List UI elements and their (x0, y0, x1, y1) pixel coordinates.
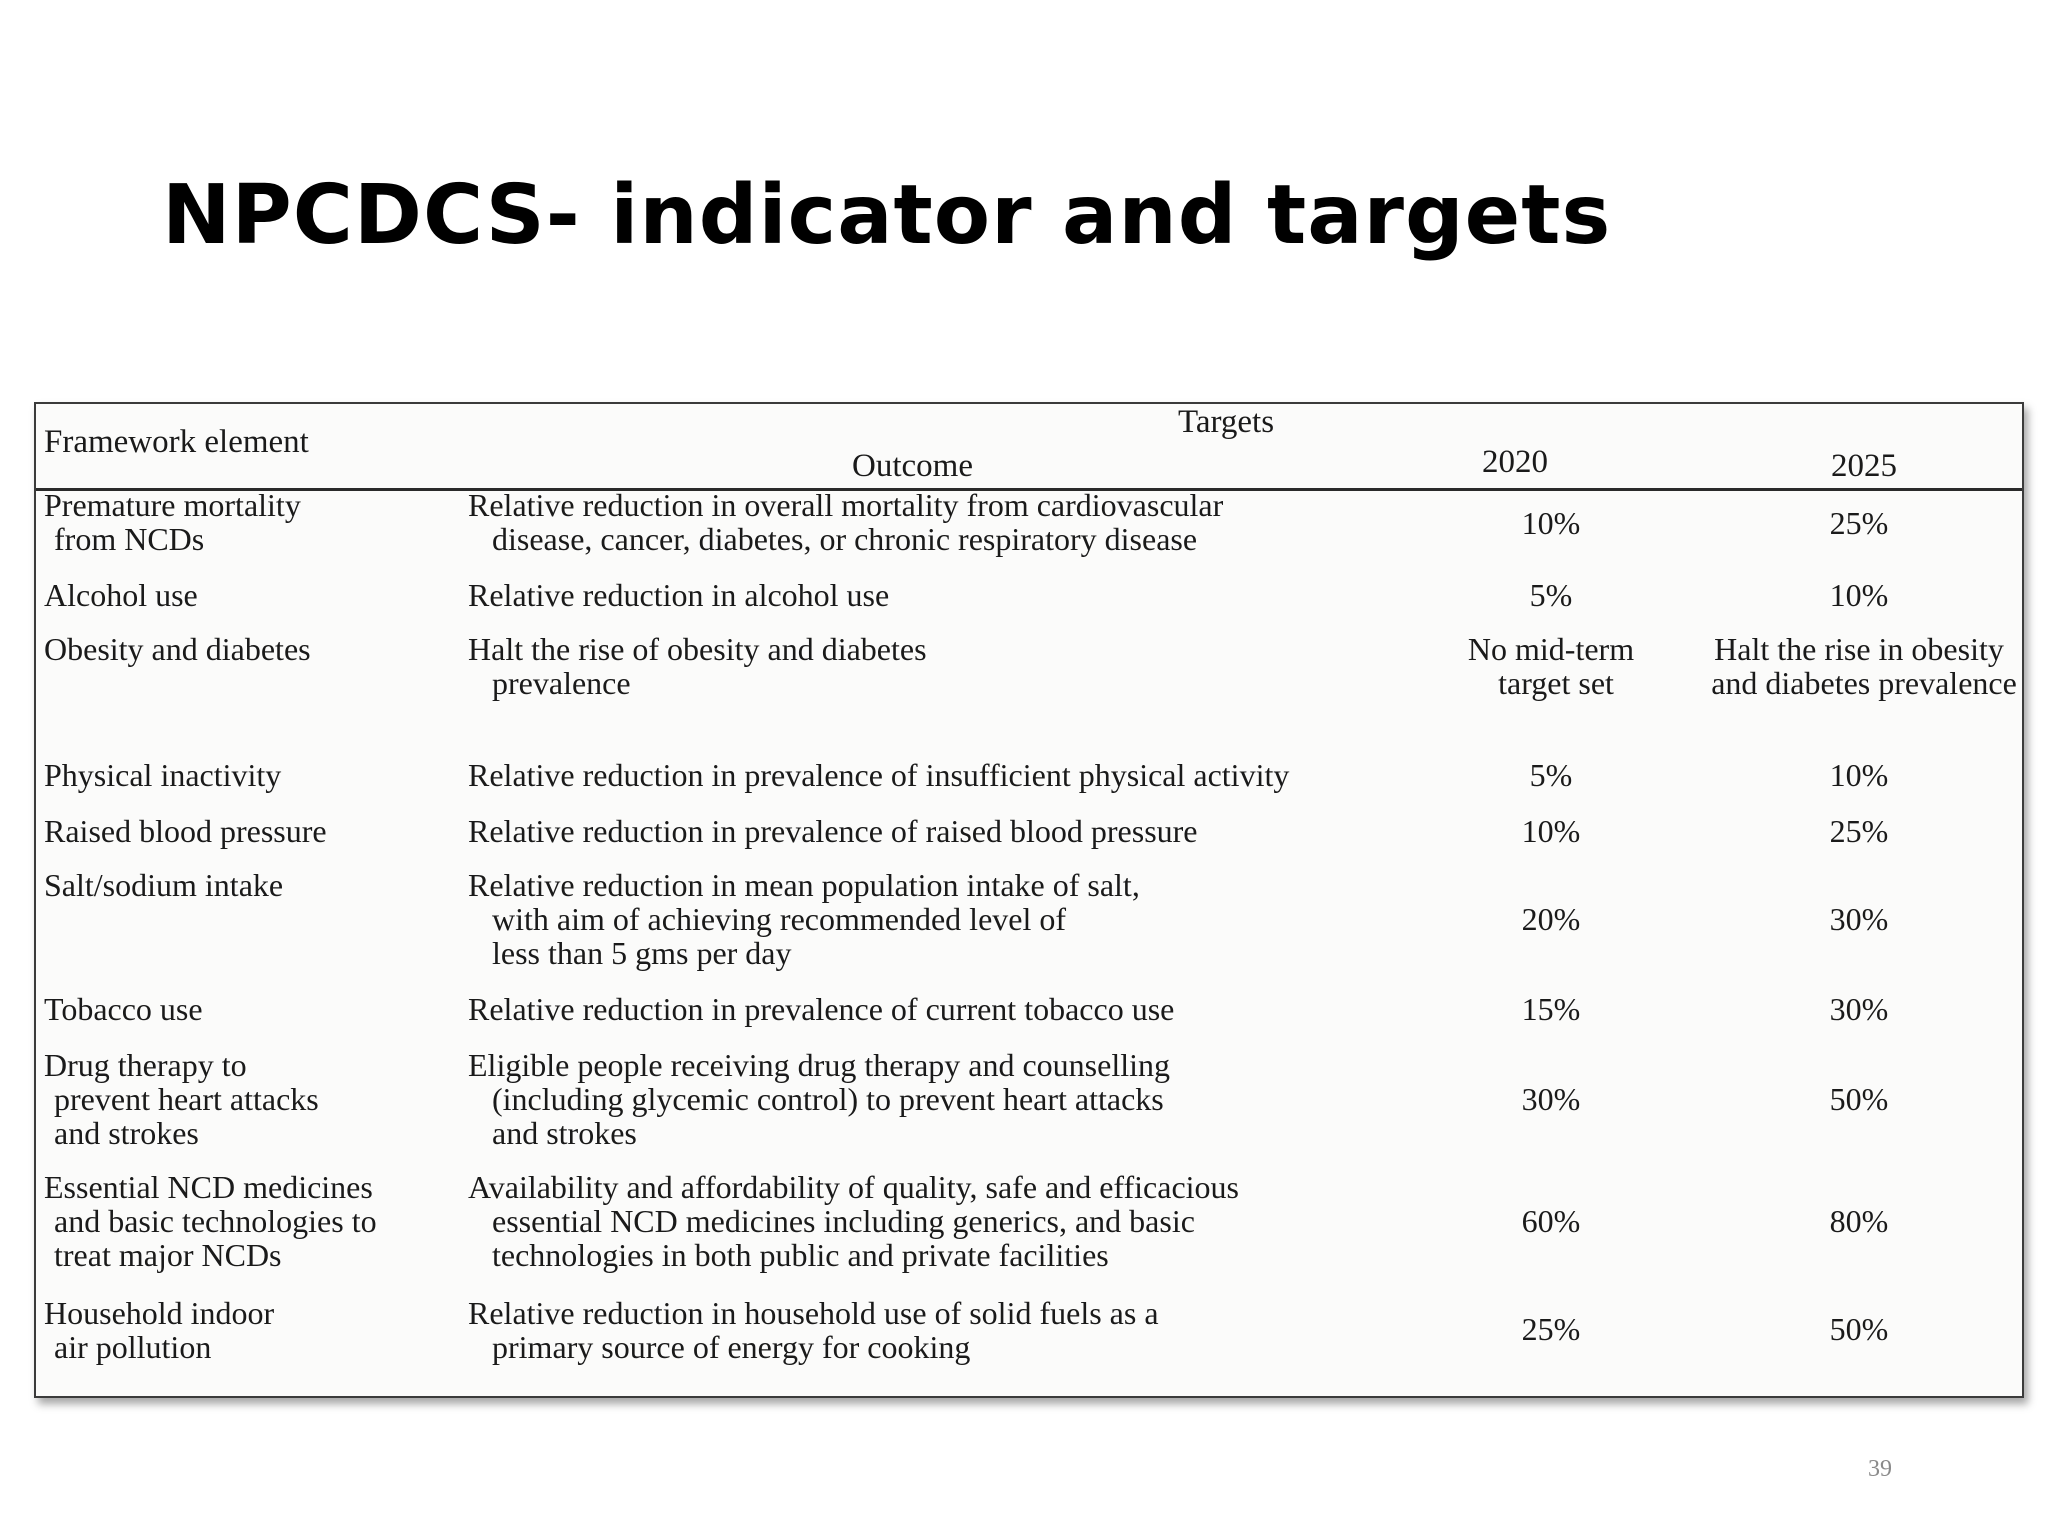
slide-title: NPCDCS- indicator and targets (162, 168, 1612, 263)
indicator-targets-table (34, 402, 2024, 1398)
target-2025-cell (1696, 1312, 2022, 1346)
target-2020-cell-line: 5% (1529, 757, 1573, 793)
framework-element-cell-line: Obesity and diabetes (44, 631, 311, 667)
target-2020-cell-line: 5% (1529, 577, 1573, 613)
target-2025-cell (1696, 814, 2022, 848)
target-2020-cell-line: 10% (1521, 505, 1581, 541)
outcome-cell-line: (including glycemic control) to prevent heart attacks (492, 1081, 1164, 1117)
target-2025-cell-line: 25% (1829, 505, 1889, 541)
framework-element-cell-line: air pollution (54, 1329, 212, 1365)
outcome-cell (468, 868, 1428, 970)
header-2025: 2025 (1831, 448, 1897, 484)
target-2020-cell (1416, 902, 1686, 936)
framework-element-cell (44, 578, 454, 612)
framework-element-cell (44, 1048, 454, 1150)
target-2025-cell-line: 10% (1829, 577, 1889, 613)
target-2020-cell (1416, 506, 1686, 540)
header-outcome: Outcome (852, 448, 973, 484)
target-2020-cell (1416, 758, 1686, 792)
framework-element-cell (44, 632, 454, 666)
outcome-cell-line: and strokes (492, 1115, 637, 1151)
target-2020-cell (1416, 632, 1686, 700)
outcome-cell-line: prevalence (492, 665, 631, 701)
page-number: 39 (1868, 1456, 1892, 1482)
outcome-cell-line: Relative reduction in overall mortality from cardiovascular (468, 487, 1224, 523)
framework-element-cell (44, 758, 454, 792)
target-2025-cell (1696, 1204, 2022, 1238)
target-2020-cell-line: 20% (1521, 901, 1581, 937)
outcome-cell-line: Availability and affordability of quality, safe and efficacious (468, 1169, 1239, 1205)
header-targets: Targets (1178, 404, 1275, 440)
outcome-cell-line: Relative reduction in prevalence of insufficient physical activity (468, 757, 1290, 793)
outcome-cell-line: Halt the rise of obesity and diabetes (468, 631, 927, 667)
outcome-cell (468, 1170, 1428, 1272)
outcome-cell (468, 758, 1428, 792)
outcome-cell-line: disease, cancer, diabetes, or chronic respiratory disease (492, 521, 1198, 557)
target-2025-cell (1696, 506, 2022, 540)
outcome-cell-line: less than 5 gms per day (492, 935, 792, 971)
outcome-cell (468, 1296, 1428, 1364)
outcome-cell (468, 488, 1428, 556)
outcome-cell-line: Relative reduction in household use of solid fuels as a (468, 1295, 1159, 1331)
outcome-cell-line: Relative reduction in prevalence of raised blood pressure (468, 813, 1198, 849)
outcome-cell (468, 992, 1428, 1026)
target-2025-cell-line: 30% (1829, 901, 1889, 937)
target-2025-cell-line: 50% (1829, 1081, 1889, 1117)
framework-element-cell (44, 488, 454, 556)
target-2025-cell-line: and diabetes prevalence (1711, 665, 2017, 701)
outcome-cell (468, 814, 1428, 848)
framework-element-cell (44, 868, 454, 902)
outcome-cell-line: primary source of energy for cooking (492, 1329, 971, 1365)
framework-element-cell-line: from NCDs (54, 521, 205, 557)
outcome-cell-line: Relative reduction in prevalence of current tobacco use (468, 991, 1175, 1027)
target-2020-cell (1416, 992, 1686, 1026)
header-2020: 2020 (1482, 444, 1548, 480)
target-2020-cell-line: target set (1498, 665, 1614, 701)
target-2025-cell-line: Halt the rise in obesity (1714, 631, 2004, 667)
target-2025-cell (1696, 992, 2022, 1026)
framework-element-cell-line: Essential NCD medicines (44, 1169, 373, 1205)
outcome-cell-line: essential NCD medicines including generics, and basic (492, 1203, 1195, 1239)
outcome-cell (468, 632, 1428, 700)
target-2020-cell (1416, 1082, 1686, 1116)
header-framework-element: Framework element (44, 424, 309, 460)
target-2020-cell (1416, 814, 1686, 848)
framework-element-cell-line: Premature mortality (44, 487, 301, 523)
framework-element-cell-line: prevent heart attacks (54, 1081, 319, 1117)
framework-element-cell (44, 992, 454, 1026)
target-2020-cell (1416, 1312, 1686, 1346)
target-2020-cell (1416, 578, 1686, 612)
target-2020-cell (1416, 1204, 1686, 1238)
target-2025-cell-line: 25% (1829, 813, 1889, 849)
framework-element-cell (44, 1170, 454, 1272)
framework-element-cell-line: Drug therapy to (44, 1047, 247, 1083)
framework-element-cell-line: and basic technologies to (54, 1203, 377, 1239)
target-2020-cell-line: 25% (1521, 1311, 1581, 1347)
framework-element-cell-line: Tobacco use (44, 991, 203, 1027)
target-2025-cell (1696, 632, 2022, 700)
target-2025-cell (1696, 578, 2022, 612)
outcome-cell-line: Eligible people receiving drug therapy and counselling (468, 1047, 1170, 1083)
target-2025-cell (1696, 902, 2022, 936)
target-2025-cell-line: 30% (1829, 991, 1889, 1027)
outcome-cell (468, 1048, 1428, 1150)
framework-element-cell-line: and strokes (54, 1115, 199, 1151)
target-2025-cell (1696, 1082, 2022, 1116)
framework-element-cell-line: Raised blood pressure (44, 813, 327, 849)
framework-element-cell-line: Salt/sodium intake (44, 867, 284, 903)
outcome-cell-line: Relative reduction in alcohol use (468, 577, 890, 613)
framework-element-cell-line: treat major NCDs (54, 1237, 282, 1273)
outcome-cell (468, 578, 1428, 612)
outcome-cell-line: Relative reduction in mean population intake of salt, (468, 867, 1140, 903)
outcome-cell-line: technologies in both public and private facilities (492, 1237, 1109, 1273)
target-2020-cell-line: 30% (1521, 1081, 1581, 1117)
framework-element-cell (44, 814, 454, 848)
target-2020-cell-line: No mid-term (1467, 631, 1635, 667)
target-2025-cell-line: 80% (1829, 1203, 1889, 1239)
target-2020-cell-line: 10% (1521, 813, 1581, 849)
target-2020-cell-line: 15% (1521, 991, 1581, 1027)
framework-element-cell-line: Household indoor (44, 1295, 275, 1331)
target-2025-cell-line: 10% (1829, 757, 1889, 793)
framework-element-cell-line: Alcohol use (44, 577, 198, 613)
target-2025-cell (1696, 758, 2022, 792)
table-header (36, 404, 2022, 491)
target-2025-cell-line: 50% (1829, 1311, 1889, 1347)
framework-element-cell (44, 1296, 454, 1364)
outcome-cell-line: with aim of achieving recommended level of (492, 901, 1067, 937)
target-2020-cell-line: 60% (1521, 1203, 1581, 1239)
framework-element-cell-line: Physical inactivity (44, 757, 282, 793)
